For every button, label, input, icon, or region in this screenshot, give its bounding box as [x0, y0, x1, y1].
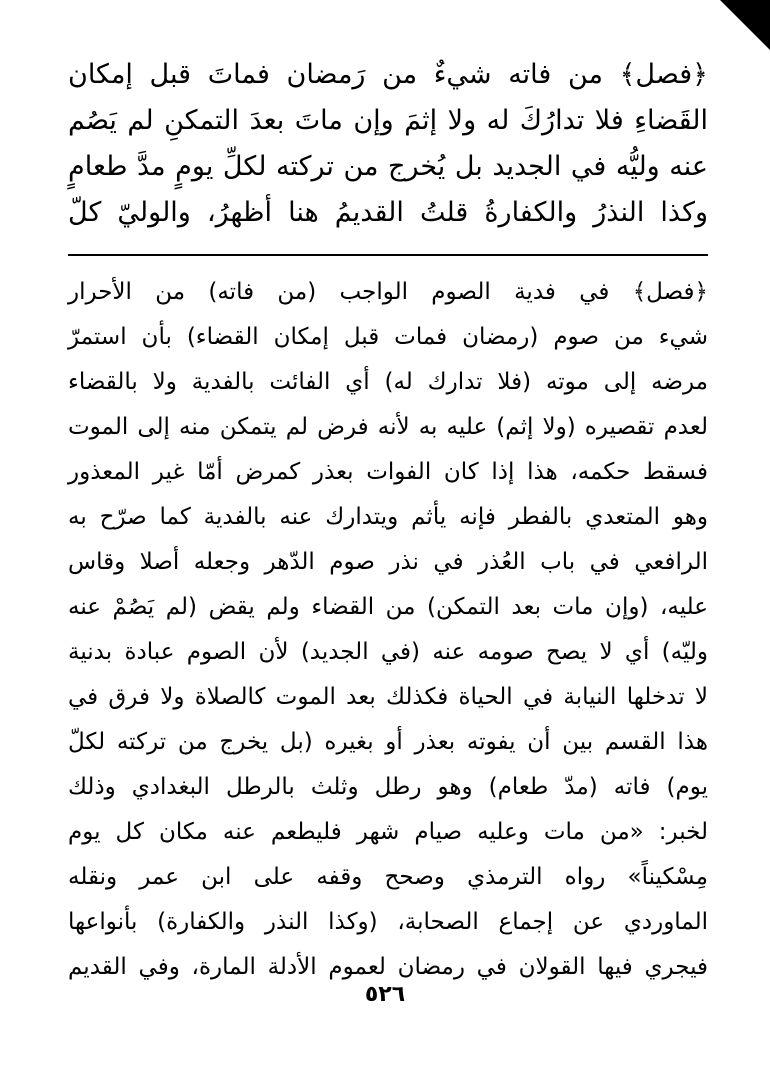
- sharh-line: لخبر: «من مات وعليه صيام شهر فليطعم عنه مكان كل يوم: [68, 819, 708, 845]
- sharh-line: مِسْكيناً» رواه الترمذي وصحح وقفه على ابن عمر ونقله: [68, 864, 708, 890]
- sharh-line: فسقط حكمه، هذا إذا كان الفوات بعذر كمرض أمّا غير المعذور: [68, 459, 708, 485]
- sharh-line: عليه، (وإن مات بعد التمكن) من القضاء ولم يقض (لم يَصُمْ عنه: [68, 594, 708, 620]
- sharh-line: مرضه إلى موته (فلا تدارك له) أي الفائت بالفدية ولا بالقضاء: [68, 369, 708, 395]
- matn-text: [68, 52, 708, 236]
- sharh-line: وهو المتعدي بالفطر فإنه يأثم ويتدارك عنه بالفدية كما صرّح به: [68, 504, 708, 530]
- sharh-line: فيجري فيها القولان في رمضان لعموم الأدلة المارة، وفي القديم: [68, 954, 708, 980]
- matn-line: ﴿فصل﴾ من فاته شيءٌ من رَمضان فماتَ قبل إمكان: [68, 59, 708, 90]
- section-divider: [68, 254, 708, 256]
- page-content: [68, 52, 708, 990]
- sharh-text: [68, 270, 708, 990]
- page-corner-triangle: [720, 0, 770, 50]
- matn-line: عنه وليُّه في الجديد بل يُخرج من تركته لكلِّ يومٍ مدَّ طعامٍ: [68, 151, 708, 182]
- sharh-line: لعدم تقصيره (ولا إثم) عليه به لأنه فرض لم يتمكن منه إلى الموت: [68, 414, 708, 440]
- matn-line: القَضاءِ فلا تدارُكَ له ولا إثمَ وإن ماتَ بعدَ التمكنِ لم يَصُم: [68, 105, 708, 136]
- sharh-line: الماوردي عن إجماع الصحابة، (وكذا النذر والكفارة) بأنواعها: [68, 909, 708, 935]
- page-number: ٥٢٦: [364, 982, 406, 1007]
- sharh-line: ﴿فصل﴾ في فدية الصوم الواجب (من فاته) من الأحرار: [68, 279, 708, 305]
- sharh-line: وليّه) أي لا يصح صومه عنه (في الجديد) لأن الصوم عبادة بدنية: [68, 639, 708, 665]
- sharh-line: شيء من صوم (رمضان فمات قبل إمكان القضاء) بأن استمرّ: [68, 324, 708, 350]
- sharh-line: الرافعي في باب العُذر في نذر صوم الدّهر وجعله أصلا وقاس: [68, 549, 708, 575]
- sharh-line: يوم) فاته (مدّ طعام) وهو رطل وثلث بالرطل البغدادي وذلك: [68, 774, 708, 800]
- matn-line: وكذا النذرُ والكفارةُ قلتُ القديمُ هنا أظهرُ، والوليّ كلّ: [68, 197, 708, 228]
- sharh-line: لا تدخلها النيابة في الحياة فكذلك بعد الموت كالصلاة ولا فرق في: [68, 684, 708, 710]
- sharh-line: هذا القسم بين أن يفوته بعذر أو بغيره (بل يخرج من تركته لكلّ: [68, 729, 708, 755]
